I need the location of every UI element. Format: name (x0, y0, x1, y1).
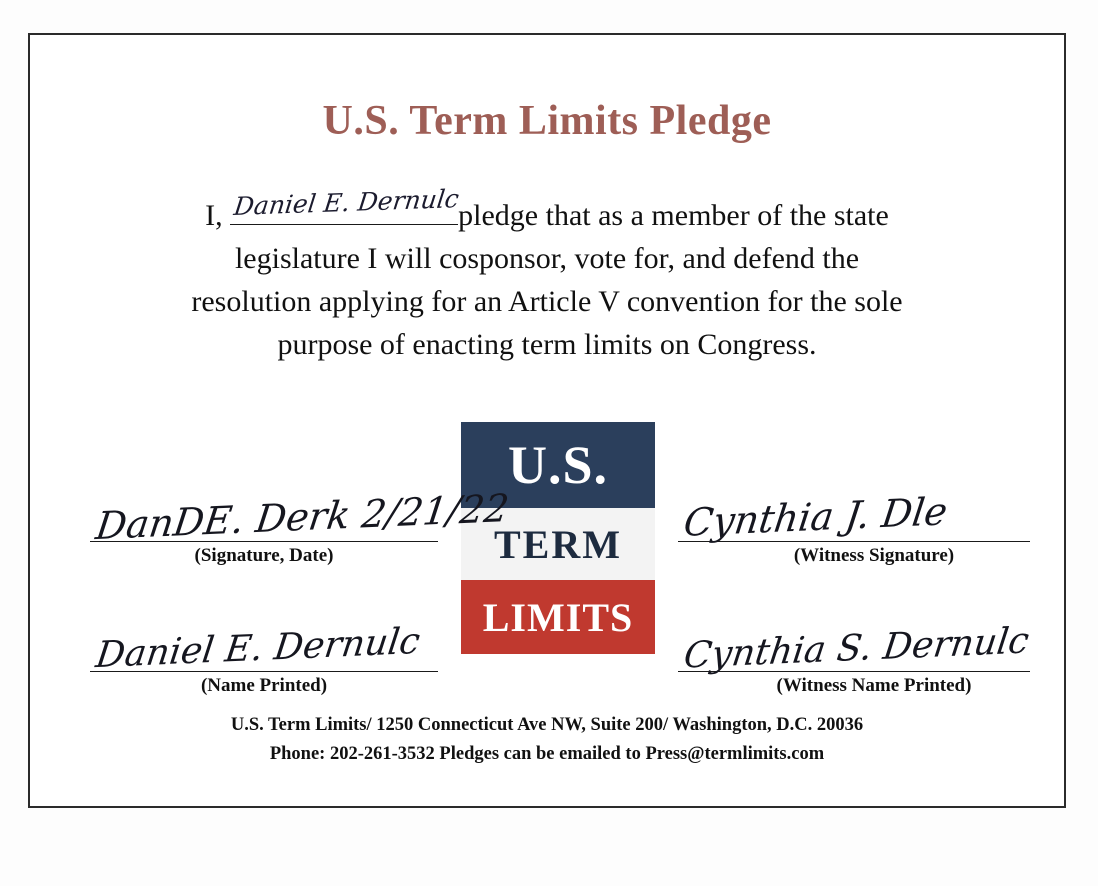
name-printed-caption: (Name Printed) (200, 675, 328, 696)
name-printed-line[interactable] (90, 597, 438, 677)
logo-line-limits: LIMITS (461, 580, 655, 654)
witness-name-printed-caption: (Witness Name Printed) (776, 675, 972, 696)
pledge-document (28, 33, 1066, 808)
name-printed-field[interactable] (90, 597, 438, 697)
pledge-body (120, 184, 974, 366)
witness-name-printed-handwriting: Cynthia S. Dernulc (681, 620, 1032, 677)
us-term-limits-logo (461, 422, 655, 654)
pledge-line1-prefix: I, (205, 199, 223, 232)
witness-signature-line[interactable] (678, 467, 1030, 545)
pledge-body-line-3: resolution applying for an Article V convention for the sole (191, 285, 903, 318)
witness-signature-caption: (Witness Signature) (793, 545, 955, 566)
footer-address: U.S. Term Limits/ 1250 Connecticut Ave NW, Suite 200/ Washington, D.C. 20036 (230, 715, 864, 735)
signature-date-caption: (Signature, Date) (194, 545, 334, 566)
name-printed-handwriting: Daniel E. Dernulc (93, 620, 423, 677)
pledge-name-blank[interactable] (230, 184, 461, 225)
witness-name-printed-line[interactable] (678, 597, 1032, 677)
pledge-body-line-4: purpose of enacting term limits on Congress. (277, 328, 817, 361)
logo-line-term: TERM (461, 508, 655, 580)
logo-line-us: U.S. (461, 422, 655, 508)
pledge-line1-suffix: pledge that as a member of the state (458, 199, 889, 232)
document-footer (30, 711, 1064, 769)
signature-date-field[interactable] (90, 467, 512, 567)
witness-signature-field[interactable] (678, 467, 1030, 567)
pledge-body-line-2: legislature I will cosponsor, vote for, and defend the (234, 242, 860, 275)
signature-date-line[interactable] (90, 467, 512, 549)
witness-signature-handwriting: Cynthia J. Dle (681, 489, 950, 545)
signature-date-handwriting: DanDE. Derk 2/21/22 (93, 485, 512, 549)
footer-contact: Phone: 202-261-3532 Pledges can be emailed to Press@termlimits.com (269, 744, 825, 764)
page-title: U.S. Term Limits Pledge (322, 98, 772, 144)
pledge-name-handwriting: Daniel E. Dernulc (232, 184, 461, 221)
witness-name-printed-field[interactable] (678, 597, 1030, 697)
pledge-body-line-1 (120, 184, 974, 237)
